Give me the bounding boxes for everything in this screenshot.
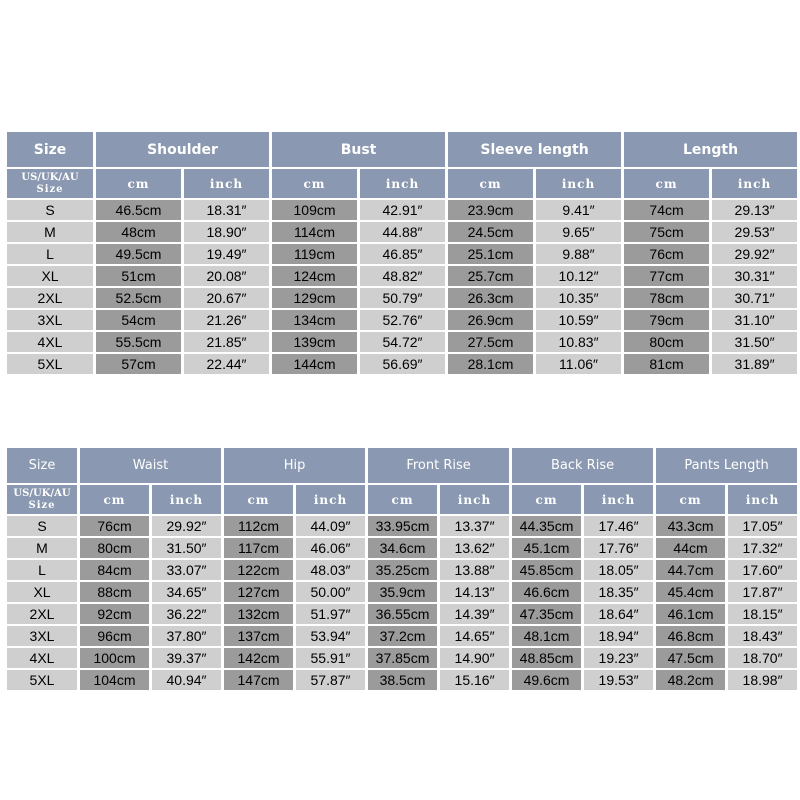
cm-cell: 137cm <box>224 626 293 646</box>
cm-cell: 48.85cm <box>512 648 581 668</box>
inch-cell: 52.76″ <box>360 310 445 330</box>
size-cell: L <box>7 560 77 580</box>
cm-cell: 134cm <box>272 310 357 330</box>
cm-cell: 33.95cm <box>368 516 437 536</box>
unit-cm: cm <box>448 169 533 198</box>
inch-cell: 37.80″ <box>152 626 221 646</box>
inch-cell: 21.26″ <box>184 310 269 330</box>
cm-cell: 48.1cm <box>512 626 581 646</box>
inch-cell: 17.05″ <box>728 516 797 536</box>
cm-cell: 49.6cm <box>512 670 581 690</box>
cm-cell: 132cm <box>224 604 293 624</box>
cm-cell: 28.1cm <box>448 354 533 374</box>
cm-cell: 88cm <box>80 582 149 602</box>
cm-cell: 37.85cm <box>368 648 437 668</box>
size-cell: 3XL <box>7 310 93 330</box>
inch-cell: 50.79″ <box>360 288 445 308</box>
size-cell: XL <box>7 266 93 286</box>
inch-cell: 18.98″ <box>728 670 797 690</box>
cm-cell: 25.1cm <box>448 244 533 264</box>
cm-cell: 37.2cm <box>368 626 437 646</box>
inch-cell: 9.88″ <box>536 244 621 264</box>
table-row <box>7 560 797 580</box>
cm-cell: 79cm <box>624 310 709 330</box>
cm-cell: 24.5cm <box>448 222 533 242</box>
unit-inch: inch <box>712 169 797 198</box>
inch-cell: 36.22″ <box>152 604 221 624</box>
size-cell: L <box>7 244 93 264</box>
inch-cell: 15.16″ <box>440 670 509 690</box>
cm-cell: 122cm <box>224 560 293 580</box>
group-header-bust: Bust <box>272 132 445 167</box>
unit-cm: cm <box>80 485 149 514</box>
inch-cell: 29.92″ <box>712 244 797 264</box>
size-cell: 5XL <box>7 354 93 374</box>
cm-cell: 47.35cm <box>512 604 581 624</box>
inch-cell: 54.72″ <box>360 332 445 352</box>
group-header-shoulder: Shoulder <box>96 132 269 167</box>
cm-cell: 46.5cm <box>96 200 181 220</box>
cm-cell: 104cm <box>80 670 149 690</box>
inch-cell: 42.91″ <box>360 200 445 220</box>
unit-cm: cm <box>224 485 293 514</box>
inch-cell: 30.31″ <box>712 266 797 286</box>
inch-cell: 20.08″ <box>184 266 269 286</box>
inch-cell: 31.50″ <box>152 538 221 558</box>
group-header-waist: Waist <box>80 448 221 483</box>
cm-cell: 48cm <box>96 222 181 242</box>
inch-cell: 56.69″ <box>360 354 445 374</box>
table-row <box>7 310 797 330</box>
cm-cell: 25.7cm <box>448 266 533 286</box>
region-size-label <box>7 485 77 514</box>
unit-cm: cm <box>272 169 357 198</box>
size-cell: 4XL <box>7 332 93 352</box>
cm-cell: 51cm <box>96 266 181 286</box>
size-cell: 2XL <box>7 288 93 308</box>
unit-inch: inch <box>152 485 221 514</box>
unit-cm: cm <box>512 485 581 514</box>
cm-cell: 119cm <box>272 244 357 264</box>
table-row <box>7 648 797 668</box>
unit-inch: inch <box>584 485 653 514</box>
cm-cell: 45.85cm <box>512 560 581 580</box>
inch-cell: 19.53″ <box>584 670 653 690</box>
group-header-length: Length <box>624 132 797 167</box>
inch-cell: 21.85″ <box>184 332 269 352</box>
inch-cell: 57.87″ <box>296 670 365 690</box>
table-row <box>7 582 797 602</box>
inch-cell: 17.87″ <box>728 582 797 602</box>
cm-cell: 44.35cm <box>512 516 581 536</box>
inch-cell: 11.06″ <box>536 354 621 374</box>
cm-cell: 35.25cm <box>368 560 437 580</box>
table-row <box>7 604 797 624</box>
top-size-table <box>4 130 800 376</box>
cm-cell: 43.3cm <box>656 516 725 536</box>
inch-cell: 22.44″ <box>184 354 269 374</box>
cm-cell: 54cm <box>96 310 181 330</box>
inch-cell: 14.90″ <box>440 648 509 668</box>
cm-cell: 139cm <box>272 332 357 352</box>
inch-cell: 40.94″ <box>152 670 221 690</box>
inch-cell: 31.89″ <box>712 354 797 374</box>
inch-cell: 55.91″ <box>296 648 365 668</box>
table-row <box>7 332 797 352</box>
size-cell: S <box>7 200 93 220</box>
cm-cell: 35.9cm <box>368 582 437 602</box>
cm-cell: 49.5cm <box>96 244 181 264</box>
region-size-word: Size <box>36 183 64 195</box>
region-size-word: Size <box>28 499 56 511</box>
cm-cell: 44cm <box>656 538 725 558</box>
group-header-sleeve-length: Sleeve length <box>448 132 621 167</box>
unit-inch: inch <box>440 485 509 514</box>
cm-cell: 147cm <box>224 670 293 690</box>
cm-cell: 36.55cm <box>368 604 437 624</box>
inch-cell: 18.35″ <box>584 582 653 602</box>
cm-cell: 80cm <box>80 538 149 558</box>
size-cell: 5XL <box>7 670 77 690</box>
inch-cell: 13.37″ <box>440 516 509 536</box>
inch-cell: 17.46″ <box>584 516 653 536</box>
table-row <box>7 354 797 374</box>
unit-inch: inch <box>296 485 365 514</box>
cm-cell: 142cm <box>224 648 293 668</box>
inch-cell: 53.94″ <box>296 626 365 646</box>
inch-cell: 18.90″ <box>184 222 269 242</box>
cm-cell: 55.5cm <box>96 332 181 352</box>
cm-cell: 52.5cm <box>96 288 181 308</box>
cm-cell: 23.9cm <box>448 200 533 220</box>
inch-cell: 48.82″ <box>360 266 445 286</box>
cm-cell: 112cm <box>224 516 293 536</box>
table-row <box>7 626 797 646</box>
group-header-back-rise: Back Rise <box>512 448 653 483</box>
cm-cell: 77cm <box>624 266 709 286</box>
cm-cell: 109cm <box>272 200 357 220</box>
cm-cell: 45.4cm <box>656 582 725 602</box>
cm-cell: 96cm <box>80 626 149 646</box>
inch-cell: 13.62″ <box>440 538 509 558</box>
inch-cell: 9.65″ <box>536 222 621 242</box>
cm-cell: 124cm <box>272 266 357 286</box>
size-cell: M <box>7 538 77 558</box>
table-row <box>7 244 797 264</box>
cm-cell: 78cm <box>624 288 709 308</box>
inch-cell: 31.10″ <box>712 310 797 330</box>
inch-cell: 29.13″ <box>712 200 797 220</box>
cm-cell: 26.3cm <box>448 288 533 308</box>
inch-cell: 33.07″ <box>152 560 221 580</box>
cm-cell: 100cm <box>80 648 149 668</box>
cm-cell: 46.1cm <box>656 604 725 624</box>
inch-cell: 17.60″ <box>728 560 797 580</box>
inch-cell: 29.53″ <box>712 222 797 242</box>
table-row <box>7 538 797 558</box>
inch-cell: 10.35″ <box>536 288 621 308</box>
size-cell: 4XL <box>7 648 77 668</box>
unit-inch: inch <box>536 169 621 198</box>
inch-cell: 18.94″ <box>584 626 653 646</box>
inch-cell: 17.32″ <box>728 538 797 558</box>
inch-cell: 39.37″ <box>152 648 221 668</box>
inch-cell: 46.85″ <box>360 244 445 264</box>
inch-cell: 13.88″ <box>440 560 509 580</box>
unit-cm: cm <box>368 485 437 514</box>
size-cell: XL <box>7 582 77 602</box>
inch-cell: 51.97″ <box>296 604 365 624</box>
inch-cell: 44.09″ <box>296 516 365 536</box>
cm-cell: 84cm <box>80 560 149 580</box>
unit-inch: inch <box>728 485 797 514</box>
inch-cell: 31.50″ <box>712 332 797 352</box>
inch-cell: 10.59″ <box>536 310 621 330</box>
inch-cell: 29.92″ <box>152 516 221 536</box>
cm-cell: 46.8cm <box>656 626 725 646</box>
pants-size-table <box>4 446 800 692</box>
inch-cell: 18.70″ <box>728 648 797 668</box>
table-row <box>7 288 797 308</box>
size-header: Size <box>7 448 77 483</box>
size-header: Size <box>7 132 93 167</box>
cm-cell: 144cm <box>272 354 357 374</box>
region-label: US/UK/AU <box>13 487 71 499</box>
table-row <box>7 200 797 220</box>
group-header-hip: Hip <box>224 448 365 483</box>
unit-cm: cm <box>656 485 725 514</box>
cm-cell: 92cm <box>80 604 149 624</box>
cm-cell: 117cm <box>224 538 293 558</box>
inch-cell: 18.15″ <box>728 604 797 624</box>
cm-cell: 74cm <box>624 200 709 220</box>
group-header-front-rise: Front Rise <box>368 448 509 483</box>
inch-cell: 46.06″ <box>296 538 365 558</box>
inch-cell: 10.83″ <box>536 332 621 352</box>
inch-cell: 17.76″ <box>584 538 653 558</box>
inch-cell: 30.71″ <box>712 288 797 308</box>
size-cell: 3XL <box>7 626 77 646</box>
unit-inch: inch <box>184 169 269 198</box>
table-row <box>7 222 797 242</box>
inch-cell: 20.67″ <box>184 288 269 308</box>
inch-cell: 19.23″ <box>584 648 653 668</box>
inch-cell: 44.88″ <box>360 222 445 242</box>
group-header-pants-length: Pants Length <box>656 448 797 483</box>
inch-cell: 9.41″ <box>536 200 621 220</box>
cm-cell: 26.9cm <box>448 310 533 330</box>
cm-cell: 57cm <box>96 354 181 374</box>
cm-cell: 47.5cm <box>656 648 725 668</box>
region-size-label <box>7 169 93 198</box>
unit-cm: cm <box>624 169 709 198</box>
cm-cell: 81cm <box>624 354 709 374</box>
cm-cell: 127cm <box>224 582 293 602</box>
unit-inch: inch <box>360 169 445 198</box>
size-cell: M <box>7 222 93 242</box>
cm-cell: 34.6cm <box>368 538 437 558</box>
inch-cell: 18.05″ <box>584 560 653 580</box>
cm-cell: 48.2cm <box>656 670 725 690</box>
table-row <box>7 266 797 286</box>
inch-cell: 19.49″ <box>184 244 269 264</box>
cm-cell: 45.1cm <box>512 538 581 558</box>
unit-cm: cm <box>96 169 181 198</box>
size-cell: 2XL <box>7 604 77 624</box>
cm-cell: 80cm <box>624 332 709 352</box>
cm-cell: 44.7cm <box>656 560 725 580</box>
inch-cell: 50.00″ <box>296 582 365 602</box>
region-label: US/UK/AU <box>21 171 79 183</box>
cm-cell: 46.6cm <box>512 582 581 602</box>
inch-cell: 14.13″ <box>440 582 509 602</box>
cm-cell: 76cm <box>80 516 149 536</box>
inch-cell: 14.39″ <box>440 604 509 624</box>
inch-cell: 14.65″ <box>440 626 509 646</box>
table-row <box>7 516 797 536</box>
cm-cell: 76cm <box>624 244 709 264</box>
cm-cell: 75cm <box>624 222 709 242</box>
inch-cell: 34.65″ <box>152 582 221 602</box>
inch-cell: 10.12″ <box>536 266 621 286</box>
inch-cell: 48.03″ <box>296 560 365 580</box>
cm-cell: 38.5cm <box>368 670 437 690</box>
cm-cell: 129cm <box>272 288 357 308</box>
inch-cell: 18.43″ <box>728 626 797 646</box>
table-row <box>7 670 797 690</box>
cm-cell: 27.5cm <box>448 332 533 352</box>
inch-cell: 18.31″ <box>184 200 269 220</box>
size-cell: S <box>7 516 77 536</box>
cm-cell: 114cm <box>272 222 357 242</box>
inch-cell: 18.64″ <box>584 604 653 624</box>
